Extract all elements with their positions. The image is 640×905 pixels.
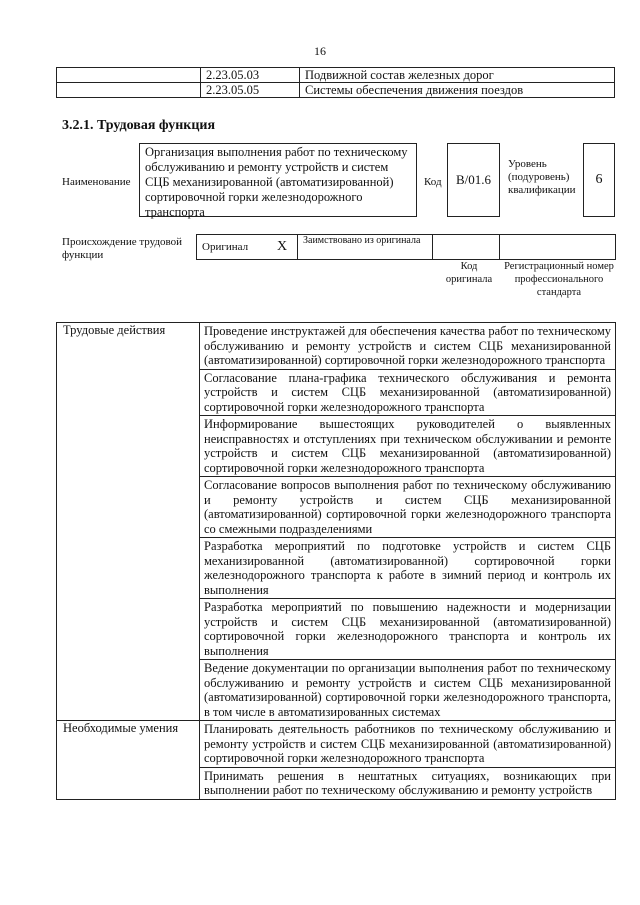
labor-action-item: Разработка мероприятий по повышению надежности и модернизации устройств и систем СЦБ механизированной (автоматизированной) сортировочной горки железнодорожного транспорта и контроль их выполнения bbox=[200, 599, 616, 660]
code-cell: 2.23.05.05 bbox=[201, 83, 300, 98]
qualification-level-box: 6 bbox=[583, 143, 615, 217]
code-name-cell: Подвижной состав железных дорог bbox=[300, 68, 615, 83]
original-mark: X bbox=[267, 235, 298, 260]
table-row bbox=[57, 721, 616, 768]
origin-label: Происхождение трудовой функции bbox=[62, 236, 183, 261]
reg-number-cell bbox=[500, 235, 616, 260]
function-name-box: Организация выполнения работ по техническому обслуживанию и ремонту устройств и систем СЦБ механизированной (автоматизированной) сортировочной горки железнодорожного транспорта bbox=[139, 143, 417, 217]
code-cell: 2.23.05.03 bbox=[201, 68, 300, 83]
table-row bbox=[197, 235, 616, 260]
code-label: Код bbox=[424, 176, 442, 188]
borrowed-label: Заимствовано из оригинала bbox=[298, 235, 433, 260]
code-original-label: Код оригинала bbox=[445, 261, 493, 285]
labor-action-item: Проведение инструктажей для обеспечения качества работ по техническому обслуживанию и ремонту устройств и систем СЦБ механизированной (автоматизированной) сортировочной горки железнодорожного транспорта bbox=[200, 323, 616, 370]
labor-action-item: Разработка мероприятий по подготовке устройств и систем СЦБ механизированной (автоматизированной) сортировочной горки железнодорожного транспорта к работе в зимний период и контроль их выполнения bbox=[200, 538, 616, 599]
labor-actions-label: Трудовые действия bbox=[57, 323, 200, 721]
labor-action-item: Ведение документации по организации выполнения работ по техническому обслуживанию и ремонту устройств и систем СЦБ механизированной (автоматизированной) сортировочной горки железнодорожного транспорта, в том числе в автоматизированных системах bbox=[200, 660, 616, 721]
code-value-box: B/01.6 bbox=[447, 143, 500, 217]
page-number: 16 bbox=[314, 44, 326, 58]
labor-action-item: Информирование вышестоящих руководителей о выявленных неисправностях и отступлениях при техническом обслуживании и ремонте устройств и систем СЦБ механизированной (автоматизированной) сортировочной горки железнодорожного транспорта bbox=[200, 416, 616, 477]
table-row bbox=[57, 83, 615, 98]
origin-table bbox=[196, 234, 616, 260]
skills-label: Необходимые умения bbox=[57, 721, 200, 800]
code-name-cell: Системы обеспечения движения поездов bbox=[300, 83, 615, 98]
table-row bbox=[57, 68, 615, 83]
skill-item: Планировать деятельность работников по техническому обслуживанию и ремонту устройств и систем СЦБ механизированной (автоматизированной) сортировочной горки железнодорожного транспорта bbox=[200, 721, 616, 768]
name-label: Наименование bbox=[62, 176, 131, 188]
code-original-cell bbox=[433, 235, 500, 260]
section-title: 3.2.1. Трудовая функция bbox=[62, 118, 216, 133]
labor-action-item: Согласование плана-графика технического обслуживания и ремонта устройств и систем СЦБ механизированной (автоматизированной) сортировочной горки железнодорожного транспорта bbox=[200, 369, 616, 416]
labor-action-item: Согласование вопросов выполнения работ по техническому обслуживанию и ремонту устройств и систем СЦБ механизированной (автоматизированной) сортировочной горки железнодорожного транспорта со смежными подразделениями bbox=[200, 477, 616, 538]
function-details-table bbox=[56, 322, 616, 800]
skill-item: Принимать решения в нештатных ситуациях, возникающих при выполнении работ по техническому обслуживанию и ремонту устройств bbox=[200, 767, 616, 799]
education-codes-table bbox=[56, 67, 615, 98]
reg-number-label: Регистрационный номер профессионального стандарта bbox=[504, 261, 614, 298]
original-label: Оригинал bbox=[197, 235, 268, 260]
qualification-level-label: Уровень (подуровень) квалификации bbox=[508, 158, 576, 196]
table-row bbox=[57, 323, 616, 370]
